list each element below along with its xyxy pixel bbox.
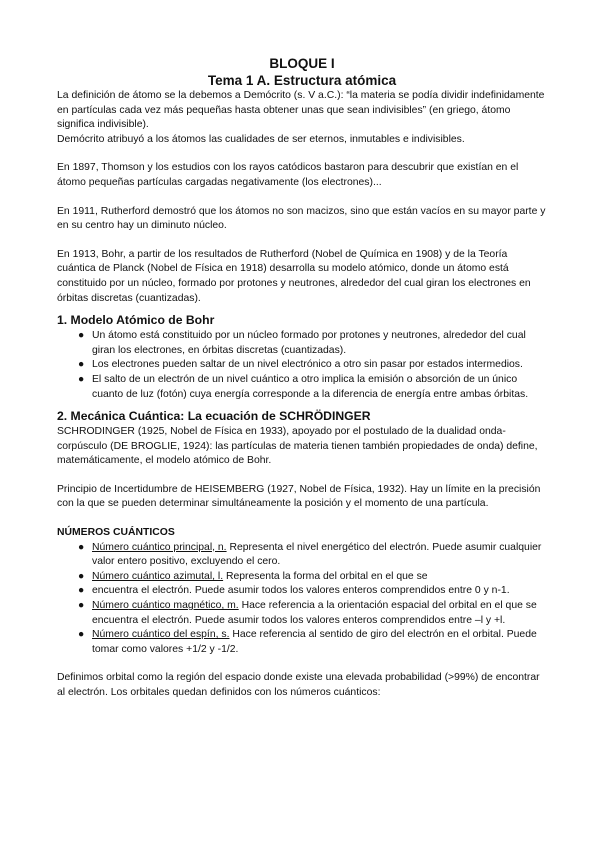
bullet-icon: ● <box>78 359 85 371</box>
bullet-icon: ● <box>78 585 85 597</box>
bloque-heading: BLOQUE I <box>269 56 335 71</box>
bullet-icon: ● <box>78 541 85 553</box>
section1-title: 1. Modelo Atómico de Bohr <box>57 313 215 328</box>
bullet-icon: ● <box>78 570 85 582</box>
bohr-list <box>57 329 547 402</box>
list-item: ● Número cuántico principal, n. Representa el nivel energético del electrón. Puede asumir cualquier valor entero positivo, excluyendo el cero. <box>78 541 542 568</box>
list-item: ● Los electrones pueden saltar de un nivel electrónico a otro sin pasar por estados intermedios. <box>92 358 547 373</box>
intro-paragraph: La definición de átomo se la debemos a Demócrito (s. V a.C.): “la materia se podía dividir indefinidamente en partículas cada vez más pequeñas hasta obtener unas que sean indivisibles” (en griego, átomo significa indivisible). <box>57 90 545 131</box>
list-item: ● Número cuántico del espín, s. Hace referencia al sentido de giro del electrón en el orbital. Puede tomar como valores +1/2 y -1/2. <box>78 629 537 655</box>
bullet-icon: ● <box>78 373 85 385</box>
closing-paragraph: Definimos orbital como la región del espacio donde existe una elevada probabilidad (>99%) de encontrar al electrón. Los orbitales quedan definidos con los números cuánticos: <box>57 672 540 698</box>
numeros-title: NÚMEROS CUÁNTICOS <box>57 527 175 539</box>
section2-title: 2. Mecánica Cuántica: La ecuación de SCHRÖDINGER <box>57 409 371 424</box>
bullet-icon: ● <box>78 600 85 612</box>
heisenberg-paragraph: Principio de Incertidumbre de HEISEMBERG (1927, Nobel de Física, 1932). Hay un límite en la precisión con la que se pueden determinar simultáneamente la posición y el momento de una partícula. <box>57 483 541 510</box>
list-item: ● Un átomo está constituido por un núcleo formado por protones y neutrones, alrededor del cual giran los electrones, en órbitas discretas (cuantizadas). <box>78 330 526 356</box>
list-item: ● encuentra el electrón. Puede asumir todos los valores enteros comprendidos entre 0 y n-1. <box>92 584 547 599</box>
list-item: ● Número cuántico magnético, m. Hace referencia a la orientación espacial del orbital en el que se encuentra el electrón. Puede asumir todos los valores enteros comprendidos entre –l y +l. <box>78 600 537 626</box>
tema-heading: Tema 1 A. Estructura atómica <box>207 73 397 88</box>
bullet-icon: ● <box>78 629 85 641</box>
numeros-list <box>57 541 547 658</box>
document-page <box>57 55 547 701</box>
list-item: ● Número cuántico azimutal, l. Representa la forma del orbital en el que se <box>92 570 547 585</box>
intro-democrito: Demócrito atribuyó a los átomos las cualidades de ser eternos, inmutables e indivisibles. <box>57 133 465 145</box>
bullet-icon: ● <box>78 330 85 342</box>
list-item: ● El salto de un electrón de un nivel cuántico a otro implica la emisión o absorción de un único cuanto de luz (fotón) cuya energía corresponde a la diferencia de energía entre ambas órbitas. <box>78 373 529 400</box>
bohr-paragraph: En 1913, Bohr, a partir de los resultados de Rutherford (Nobel de Química en 1908) y de la Teoría cuántica de Planck (Nobel de Física en 1918) desarrolla su modelo atómico, donde un átomo está constituido por un núcleo, formado por protones y neutrones, alrededor del cual giran los electrones en órbitas discretas (cuantizadas). <box>57 248 531 304</box>
thomson-paragraph: En 1897, Thomson y los estudios con los rayos catódicos bastaron para descubrir que existían en el átomo pequeñas partículas cargadas negativamente (los electrones)... <box>57 162 519 188</box>
schrodinger-paragraph: SCHRODINGER (1925, Nobel de Física en 1933), apoyado por el postulado de la dualidad onda-corpúsculo (DE BROGLIE, 1924): las partículas de materia tienen también propiedades de onda) define, matemáticamente, el modelo atómico de Bohr. <box>57 426 538 467</box>
rutherford-paragraph: En 1911, Rutherford demostró que los átomos no son macizos, sino que están vacíos en su mayor parte y en su centro hay un diminuto núcleo. <box>57 205 546 232</box>
